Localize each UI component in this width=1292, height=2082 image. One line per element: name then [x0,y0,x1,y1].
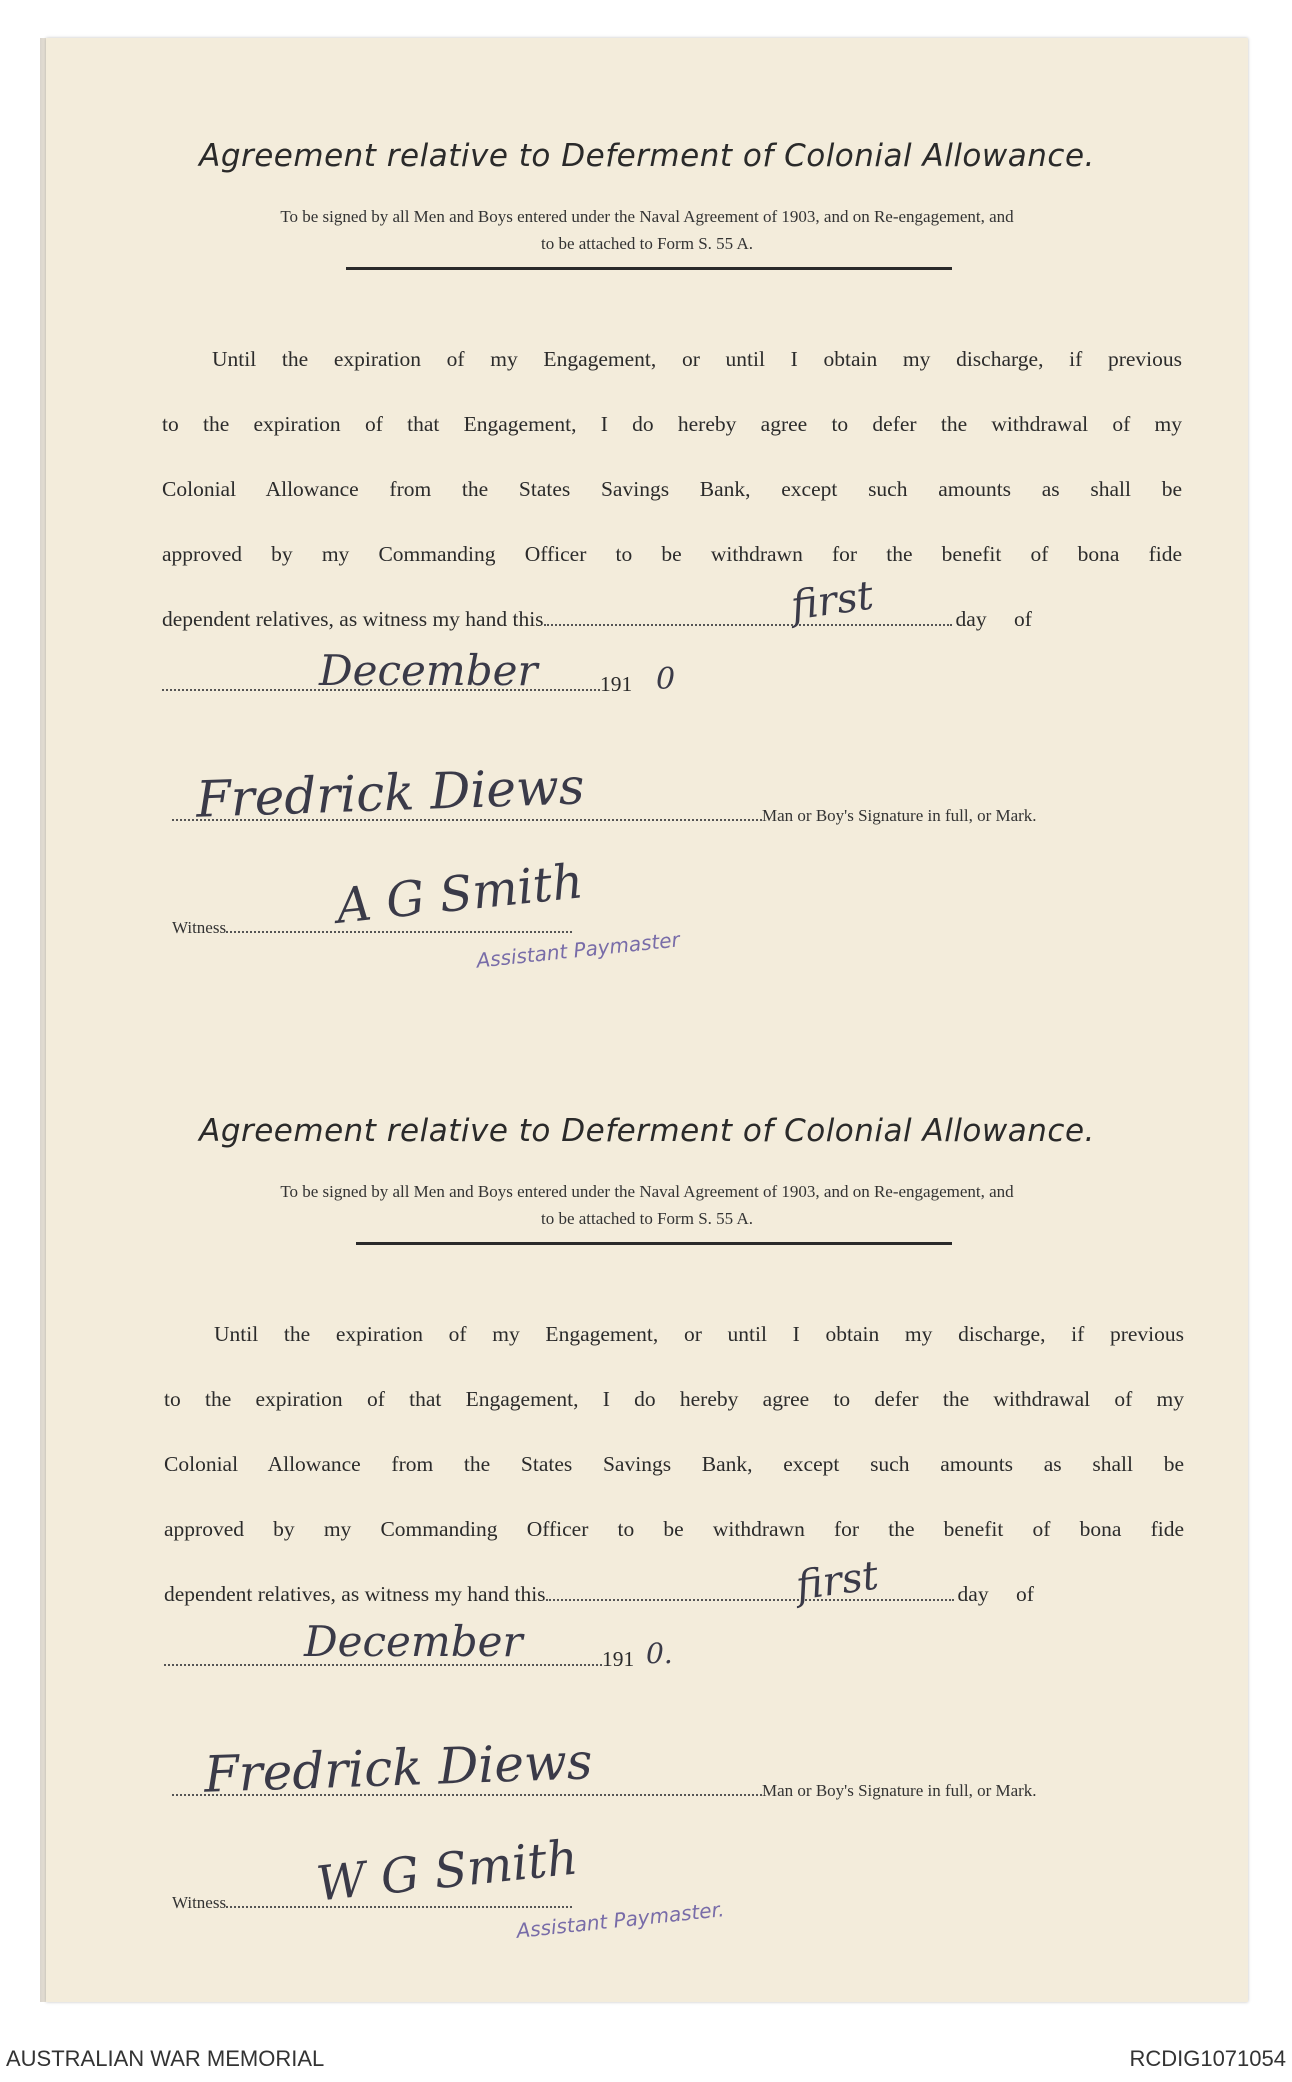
day-dotted-line [544,620,952,626]
year-handwritten: 0 [656,662,676,697]
body-line-4: approved by my Commanding Officer to be withdrawn for the benefit of bona fide [164,1517,1184,1541]
body-line-1: Until the expiration of my Engagement, or until I obtain my discharge, if previous [214,1322,1184,1346]
footer-institution: AUSTRALIAN WAR MEMORIAL [6,2046,325,2071]
witness-label: Witness [172,1893,227,1912]
day-handwritten: first [788,572,877,630]
witness-signature: W G Smith [313,1829,581,1913]
body-line-1: Until the expiration of my Engagement, or until I obtain my discharge, if previous [212,347,1182,371]
body-line-3: Colonial Allowance from the States Savings Bank, except such amounts as shall be [162,477,1182,501]
year-prefix: 191 [600,672,633,696]
witness-hand-line [164,1582,1034,1607]
instructions-line-1: To be signed by all Men and Boys entered under the Naval Agreement of 1903, and on Re-engagement, and [280,1182,1014,1201]
document-sheet [46,38,1248,2002]
day-dotted-line [546,1595,954,1601]
title-rule [356,1242,952,1245]
form-title: Agreement relative to Deferment of Colonial Allowance. [199,138,1095,174]
paymaster-stamp: Assistant Paymaster. [515,1897,726,1943]
day-handwritten: first [793,1552,882,1610]
footer-record-id: RCDIG1071054 [1129,2046,1286,2071]
body-line-4: approved by my Commanding Officer to be withdrawn for the benefit of bona fide [162,542,1182,566]
witness-hand-text: dependent relatives, as witness my hand this [162,607,544,631]
body-line-2: to the expiration of that Engagement, I do hereby agree to defer the withdrawal of my [162,412,1182,436]
year-prefix: 191 [602,1647,635,1671]
month-handwritten: December [304,1617,523,1666]
signature-handwritten: Fredrick Diews [203,1732,594,1804]
title-rule [346,267,952,270]
witness-hand-text: dependent relatives, as witness my hand this [164,1582,546,1606]
witness-label: Witness [172,918,227,937]
month-handwritten: December [319,646,538,695]
witness-signature: A G Smith [333,853,586,935]
signature-label: Man or Boy's Signature in full, or Mark. [762,806,1037,825]
signature-handwritten: Fredrick Diews [195,757,586,829]
signature-label: Man or Boy's Signature in full, or Mark. [762,1781,1037,1800]
instructions-line-2: to be attached to Form S. 55 A. [540,1209,753,1228]
instructions-line-2: to be attached to Form S. 55 A. [540,234,753,253]
witness-hand-line [162,607,1032,632]
year-handwritten: 0. [646,1637,673,1670]
day-of-label: day of [955,607,1032,631]
day-of-label: day of [957,1582,1034,1606]
paymaster-stamp: Assistant Paymaster [475,927,681,973]
body-line-2: to the expiration of that Engagement, I do hereby agree to defer the withdrawal of my [164,1387,1184,1411]
instructions-line-1: To be signed by all Men and Boys entered under the Naval Agreement of 1903, and on Re-engagement, and [280,207,1014,226]
form-title: Agreement relative to Deferment of Colonial Allowance. [199,1113,1095,1149]
body-line-3: Colonial Allowance from the States Savings Bank, except such amounts as shall be [164,1452,1184,1476]
